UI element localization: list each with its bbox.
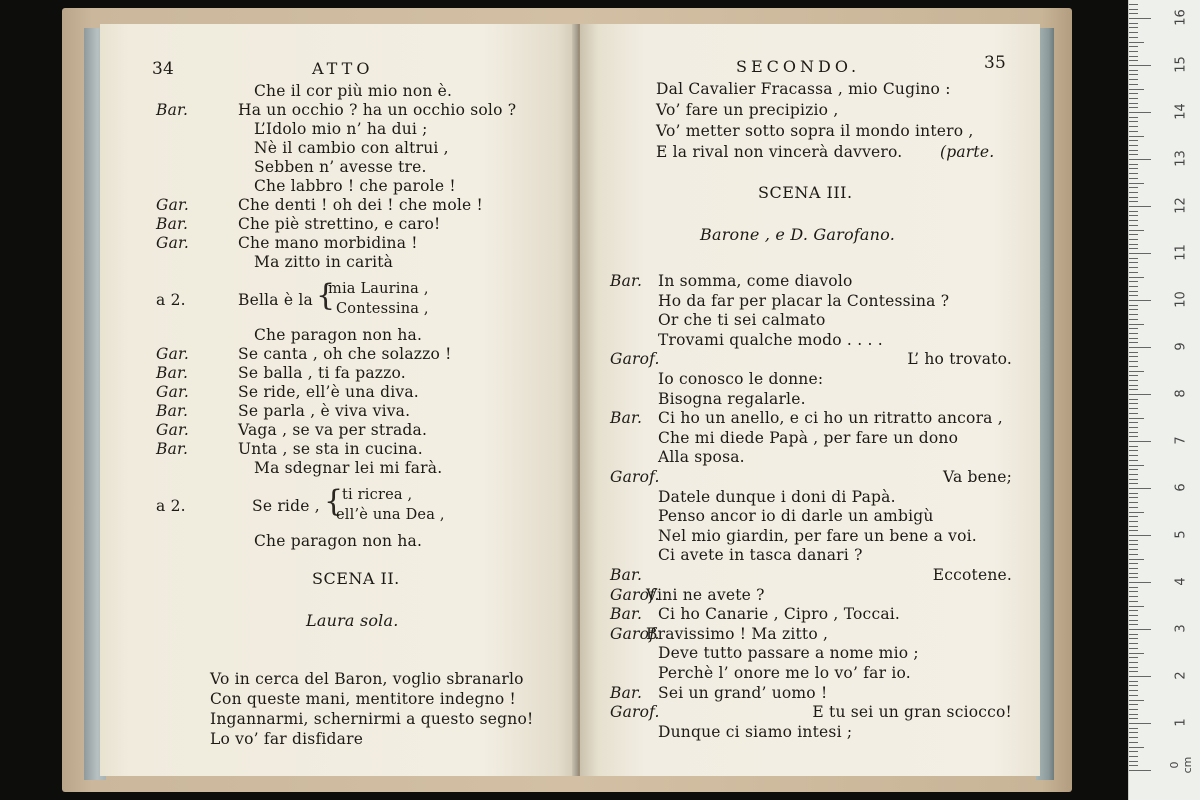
ruler-tick [1129,446,1138,447]
ruler-tick [1129,737,1138,738]
ruler-tick [1129,497,1138,498]
ruler-tick [1129,770,1151,771]
ruler-tick [1129,704,1138,705]
ruler-tick [1129,98,1138,99]
speaker-label: Garof. [610,703,660,722]
a2-label: a 2. [156,497,186,515]
ruler-tick [1129,568,1138,569]
verse-line: Nè il cambio con altrui , [254,139,449,157]
ruler-tick [1129,765,1138,766]
ruler-tick [1129,389,1138,390]
verse-line: Trovami qualche modo . . . . [658,330,883,349]
ruler-tick [1129,37,1138,38]
ruler-tick [1129,309,1138,310]
scene-cast: Barone , e D. Garofano. [700,225,895,244]
ruler-tick [1129,215,1138,216]
ruler-tick [1129,27,1138,28]
ruler-tick [1129,32,1138,33]
brace-mark: { [316,278,336,313]
ruler-tick [1129,281,1138,282]
ruler-tick [1129,629,1151,630]
ruler-tick [1129,422,1138,423]
ruler-tick [1129,70,1138,71]
ruler-tick [1129,65,1151,66]
ruler-tick [1129,469,1138,470]
ruler-tick [1129,756,1138,757]
speaker-label: Gar. [156,345,190,363]
measurement-ruler [1128,0,1200,800]
verse-line: Dal Cavalier Fracassa , mio Cugino : [656,80,951,98]
ruler-tick [1129,314,1138,315]
ruler-tick [1129,42,1144,43]
brace-mark: { [324,484,344,519]
ruler-tick [1129,13,1138,14]
verse-line: Se ride , [252,497,320,515]
speaker-label: Bar. [156,215,189,233]
ruler-tick [1129,596,1138,597]
ruler-tick [1129,450,1138,451]
scene-heading: SCENA II. [312,569,400,588]
ruler-tick [1129,615,1138,616]
speaker-label: Bar. [610,272,643,290]
ruler-tick [1129,150,1138,151]
ruler-tick [1129,554,1138,555]
ruler-tick [1129,342,1138,343]
ruler-tick [1129,23,1138,24]
ruler-label: 14 [1173,103,1189,120]
ruler-tick [1129,244,1138,245]
running-header-left: ATTO [312,59,374,78]
ruler-tick [1129,46,1138,47]
ruler-tick [1129,267,1138,268]
ruler-tick [1129,248,1138,249]
verse-line: Con queste mani, mentitore indegno ! [210,690,516,708]
ruler-tick [1129,295,1138,296]
ruler-tick [1129,168,1138,169]
ruler-tick [1129,89,1144,90]
ruler-tick [1129,432,1138,433]
ruler-tick [1129,173,1138,174]
verse-line-right: E tu sei un gran sciocco! [812,703,1012,722]
left-page [100,24,578,776]
ruler-tick [1129,399,1138,400]
verse-line: Bravissimo ! Ma zitto , [646,624,829,643]
verse-line: Vo’ metter sotto sopra il mondo intero , [656,122,974,140]
ruler-tick [1129,643,1138,644]
verse-line: Che piè strettino, e caro! [238,215,441,233]
ruler-label: 12 [1173,197,1189,214]
ruler-tick [1129,328,1138,329]
verse-line: Se canta , oh che solazzo ! [238,345,452,363]
speaker-label: Garof. [610,350,660,369]
ruler-tick [1129,126,1138,127]
ruler-tick [1129,709,1138,710]
verse-line: Sebben n’ avesse tre. [254,158,427,176]
ruler-tick [1129,366,1138,367]
ruler-tick [1129,79,1138,80]
ruler-tick [1129,507,1138,508]
ruler-tick [1129,671,1138,672]
ruler-tick [1129,93,1138,94]
scene-cast: Laura sola. [306,611,399,630]
ruler-tick [1129,347,1151,348]
speaker-label: Bar. [610,566,643,584]
ruler-tick [1129,723,1151,724]
verse-line: Ha un occhio ? ha un occhio solo ? [238,101,517,119]
ruler-tick [1129,662,1138,663]
speaker-label: Bar. [610,605,643,624]
ruler-tick [1129,700,1144,701]
ruler-tick [1129,253,1151,254]
ruler-tick [1129,624,1138,625]
speaker-label: Bar. [610,683,643,702]
ruler-tick [1129,526,1138,527]
ruler-tick [1129,4,1138,5]
ruler-tick [1129,183,1144,184]
verse-line: Che il cor più mio non è. [254,82,453,100]
ruler-tick [1129,728,1138,729]
ruler-tick [1129,751,1138,752]
ruler-tick [1129,403,1138,404]
verse-line: Ma sdegnar lei mi farà. [254,459,443,477]
verse-line: Sei un grand’ uomo ! [658,683,828,702]
ruler-tick [1129,436,1138,437]
ruler-tick [1129,521,1138,522]
verse-line: Che denti ! oh dei ! che mole ! [238,196,483,214]
ruler-tick [1129,634,1138,635]
ruler-tick [1129,540,1138,541]
ruler-label: 16 [1173,9,1189,26]
speaker-label: Gar. [156,421,190,439]
ruler-tick [1129,653,1144,654]
ruler-tick [1129,465,1144,466]
ruler-tick [1129,361,1138,362]
ruler-tick [1129,159,1151,160]
ruler-tick [1129,530,1138,531]
ruler-label: 9 [1173,342,1189,351]
ruler-tick [1129,107,1138,108]
speaker-label: Bar. [156,101,189,119]
ruler-tick [1129,258,1138,259]
verse-line-right: Eccotene. [932,566,1012,584]
verse-line: Che mano morbidina ! [238,234,418,252]
ruler-tick [1129,549,1138,550]
ruler-tick [1129,74,1138,75]
verse-line: Se ride, ell’è una diva. [238,383,419,401]
verse-line: L’Idolo mio n’ ha dui ; [254,120,428,138]
verse-line: Nel mio giardin, per fare un bene a voi. [658,526,977,545]
ruler-tick [1129,211,1138,212]
ruler-tick [1129,136,1144,137]
ruler-tick [1129,488,1151,489]
ruler-tick [1129,187,1138,188]
ruler-tick [1129,441,1151,442]
verse-line: Ma zitto in carità [254,253,394,271]
ruler-tick [1129,319,1138,320]
scene-heading: SCENA III. [758,183,853,202]
ruler-tick [1129,220,1138,221]
ruler-tick [1129,690,1138,691]
verse-line: Io conosco le donne: [658,370,824,388]
ruler-tick [1129,291,1138,292]
speaker-label: Garof. [610,585,660,604]
ruler-tick [1129,427,1138,428]
ruler-tick [1129,577,1138,578]
stage-direction: (parte. [940,143,995,161]
ruler-tick [1129,408,1138,409]
verse-line: Bella è la [238,291,313,309]
ruler-label: 8 [1173,389,1189,398]
ruler-tick [1129,324,1144,325]
verse-line-lower: ell’è una Dea , [336,507,445,523]
ruler-tick [1129,9,1138,10]
ruler-tick [1129,178,1138,179]
ruler-tick [1129,262,1138,263]
ruler-tick [1129,483,1138,484]
ruler-tick [1129,418,1144,419]
ruler-tick [1129,117,1138,118]
ruler-tick [1129,51,1138,52]
ruler-tick [1129,747,1144,748]
ruler-tick [1129,606,1144,607]
verse-line-upper: ti ricrea , [342,487,413,503]
verse-line-upper: mia Laurina , [328,281,429,297]
ruler-tick [1129,657,1138,658]
ruler-tick [1129,356,1138,357]
ruler-tick [1129,695,1138,696]
ruler-label: 6 [1173,483,1189,492]
ruler-label: 15 [1173,56,1189,73]
verse-line: Vo’ fare un precipizio , [656,101,839,119]
page-number-right: 35 [984,53,1007,73]
verse-line: Alla sposa. [658,448,745,467]
verse-line: Vaga , se va per strada. [238,421,428,439]
ruler-tick [1129,131,1138,132]
ruler-tick [1129,225,1138,226]
ruler-tick [1129,516,1138,517]
ruler-tick [1129,154,1138,155]
ruler-tick [1129,201,1138,202]
ruler-tick [1129,305,1138,306]
ruler-tick [1129,587,1138,588]
ruler-tick [1129,197,1138,198]
verse-line: Penso ancor io di darle un ambigù [658,507,934,526]
ruler-tick [1129,573,1138,574]
speaker-label: Gar. [156,234,190,252]
ruler-tick [1129,591,1138,592]
ruler-tick [1129,685,1138,686]
verse-line: Che paragon non ha. [254,532,423,550]
ruler-tick [1129,145,1138,146]
verse-line: Dunque ci siamo intesi ; [658,722,853,741]
verse-line: Ci avete in tasca danari ? [658,546,863,565]
ruler-tick [1129,681,1138,682]
ruler-tick [1129,192,1138,193]
ruler-tick [1129,502,1138,503]
verse-line: Deve tutto passare a nome mio ; [658,644,919,663]
ruler-tick [1129,582,1151,583]
speaker-label: Garof. [610,624,660,643]
speaker-label: Gar. [156,383,190,401]
ruler-tick [1129,338,1138,339]
ruler-tick [1129,206,1151,207]
ruler-tick [1129,333,1138,334]
ruler-tick [1129,474,1138,475]
ruler-tick [1129,140,1138,141]
ruler-tick [1129,714,1138,715]
ruler-tick [1129,375,1138,376]
verse-line: Che labbro ! che parole ! [254,177,456,195]
ruler-tick [1129,559,1144,560]
ruler-label: 7 [1173,436,1189,445]
verse-line-lower: Contessina , [336,301,429,317]
ruler-tick [1129,234,1138,235]
ruler-tick [1129,239,1138,240]
ruler-tick [1129,479,1138,480]
ruler-tick [1129,648,1138,649]
ruler-tick [1129,112,1151,113]
verse-line-right: L’ ho trovato. [907,350,1012,369]
ruler-tick [1129,371,1144,372]
ruler-label: 5 [1173,530,1189,539]
ruler-tick [1129,732,1138,733]
page-number-left: 34 [152,59,175,79]
verse-line-right: Va bene; [942,468,1012,486]
verse-line: Vo in cerca del Baron, voglio sbranarlo [210,670,524,688]
ruler-label: 3 [1173,624,1189,633]
ruler-tick [1129,544,1138,545]
ruler-tick [1129,761,1138,762]
ruler-tick [1129,535,1151,536]
ruler-tick [1129,121,1138,122]
verse-line: Datele dunque i doni di Papà. [658,487,896,506]
ruler-tick [1129,455,1138,456]
ruler-tick [1129,352,1138,353]
verse-line: Ingannarmi, schernirmi a questo segno! [210,710,534,728]
running-header-right: SECONDO. [736,57,861,76]
ruler-tick [1129,56,1138,57]
ruler-tick [1129,601,1138,602]
right-page [580,24,1040,776]
ruler-tick [1129,230,1144,231]
ruler-tick [1129,638,1138,639]
verse-line: Ci ho un anello, e ci ho un ritratto ancora , [658,409,1003,428]
ruler-tick [1129,610,1138,611]
ruler-tick [1129,385,1138,386]
verse-line: Ho da far per placar la Contessina ? [658,291,950,310]
speaker-label: Garof. [610,468,660,486]
ruler-tick [1129,460,1138,461]
ruler-tick [1129,493,1138,494]
ruler-tick [1129,620,1138,621]
speaker-label: Bar. [156,402,189,420]
ruler-label: 10 [1173,291,1189,308]
ruler-tick [1129,413,1138,414]
ruler-tick [1129,667,1138,668]
ruler-tick [1129,300,1151,301]
verse-line: Perchè l’ onore me lo vo’ far io. [658,664,911,682]
ruler-tick [1129,277,1144,278]
speaker-label: Bar. [156,364,189,382]
ruler-tick [1129,563,1138,564]
verse-line: Che mi diede Papà , per fare un dono [658,428,959,447]
verse-line: Che paragon non ha. [254,326,423,344]
ruler-tick [1129,512,1144,513]
ruler-label: 1 [1173,718,1189,727]
verse-line: In somma, come diavolo [658,272,853,290]
ruler-tick [1129,60,1138,61]
verse-line: Lo vo’ far disfidare [210,730,364,748]
ruler-tick [1129,84,1138,85]
verse-line: Unta , se sta in cucina. [238,440,423,458]
ruler-tick [1129,286,1138,287]
ruler-tick [1129,718,1138,719]
speaker-label: Bar. [610,409,643,428]
ruler-tick [1129,676,1151,677]
verse-line: Bisogna regalarle. [658,389,806,408]
verse-line: Ci ho Canarie , Cipro , Toccai. [658,605,901,624]
ruler-label: 4 [1173,577,1189,586]
speaker-label: Gar. [156,196,190,214]
ruler-label: 2 [1173,671,1189,680]
ruler-label: 0 cm [1168,756,1194,774]
a2-label: a 2. [156,291,186,309]
ruler-tick [1129,394,1151,395]
ruler-tick [1129,103,1138,104]
ruler-tick [1129,380,1138,381]
ruler-tick [1129,18,1151,19]
ruler-tick [1129,164,1138,165]
speaker-label: Bar. [156,440,189,458]
verse-line: E la rival non vincerà davvero. [656,143,903,161]
ruler-label: 11 [1173,244,1189,261]
verse-line: Se balla , ti fa pazzo. [238,364,406,382]
ruler-label: 13 [1173,150,1189,167]
ruler-tick [1129,742,1138,743]
verse-line: Or che ti sei calmato [658,311,826,330]
ruler-tick [1129,272,1138,273]
verse-line: Se parla , è viva viva. [238,402,411,420]
verse-line: Vini ne avete ? [646,585,765,604]
